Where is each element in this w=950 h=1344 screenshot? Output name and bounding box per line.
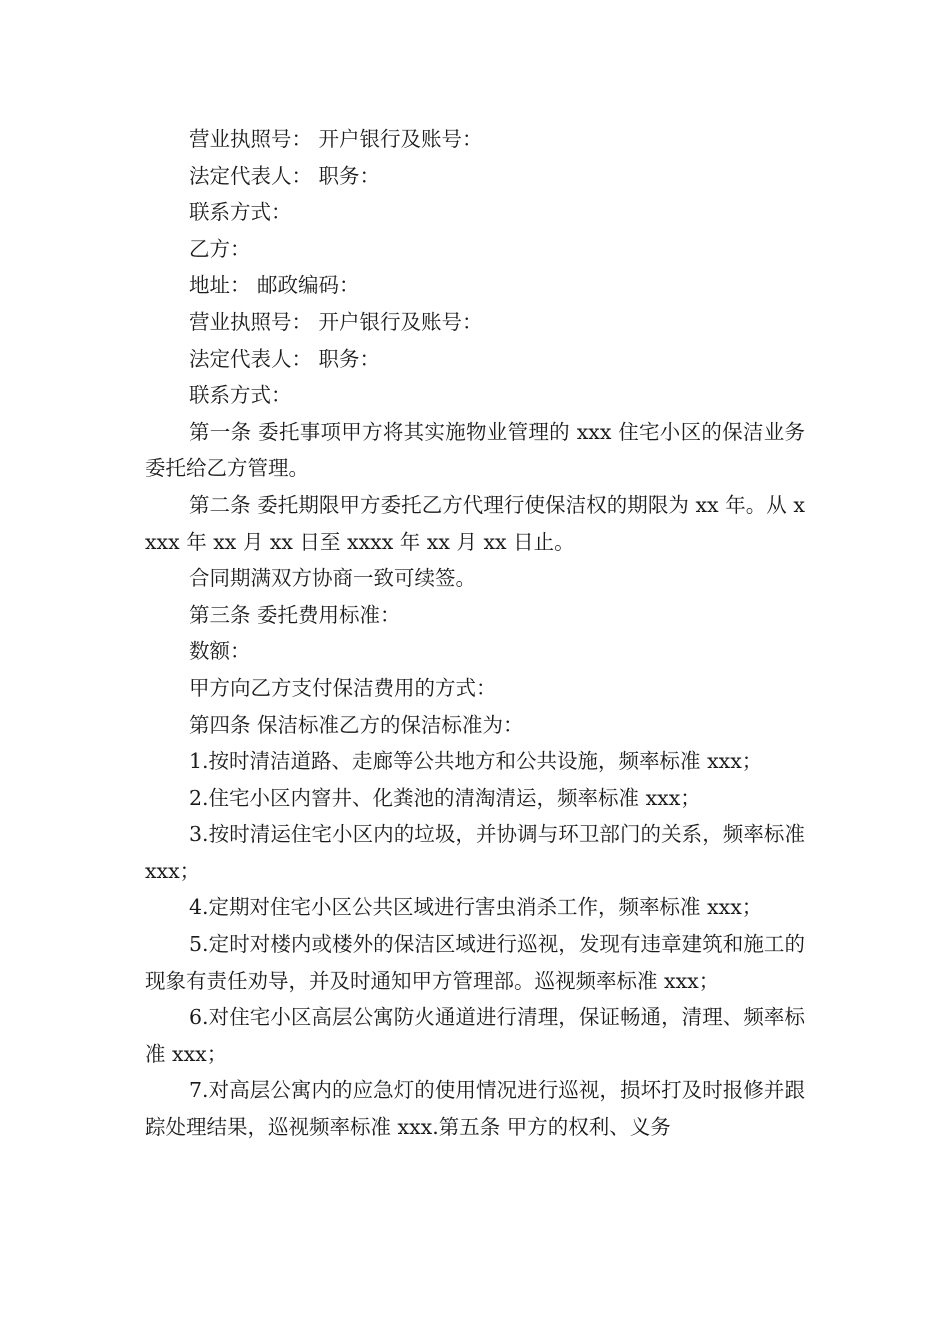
paragraph-5: 地址： 邮政编码： [189,273,360,298]
paragraph-1: 营业执照号： 开户银行及账号： [189,127,483,151]
paragraph-16: 1.按时清洁道路、走廊等公共地方和公共设施，频率标准 xxx； [189,749,763,774]
paragraph-22: 7.对高层公寓内的应急灯的使用情况进行巡视，损坏打及时报修并跟踪处理结果，巡视频率标准 xxx.第五条 甲方的权利、义务 [145,1078,805,1140]
paragraph-21: 6.对住宅小区高层公寓防火通道进行清理，保证畅通，清理、频率标准 xxx； [145,1005,805,1066]
document-body [145,121,805,1146]
paragraph-2: 法定代表人： 职务： [189,163,381,188]
paragraph-10: 第二条 委托期限甲方委托乙方代理行使保洁权的期限为 xx 年。从 xxxx 年 xx 月 xx 日至 xxxx 年 xx 月 xx 日止。 [145,492,805,554]
paragraph-6: 营业执照号： 开户银行及账号： [189,309,483,334]
paragraph-4: 乙方： [189,236,251,261]
paragraph-9: 第一条 委托事项甲方将其实施物业管理的 xxx 住宅小区的保洁业务委托给乙方管理。 [145,419,805,481]
paragraph-3: 联系方式： [189,200,292,225]
paragraph-20: 5.定时对楼内或楼外的保洁区域进行巡视，发现有违章建筑和施工的现象有责任劝导，并及时通知甲方管理部。巡视频率标准 xxx； [145,932,805,993]
paragraph-11: 合同期满双方协商一致可续签。 [189,566,476,591]
paragraph-8: 联系方式： [189,383,292,408]
paragraph-17: 2.住宅小区内窨井、化粪池的清淘清运，频率标准 xxx； [189,785,701,810]
paragraph-18: 3.按时清运住宅小区内的垃圾，并协调与环卫部门的关系，频率标准 xxx； [145,822,805,883]
paragraph-13: 数额： [189,639,251,664]
paragraph-15: 第四条 保洁标准乙方的保洁标准为： [189,712,524,737]
paragraph-19: 4.定期对住宅小区公共区域进行害虫消杀工作，频率标准 xxx； [189,895,763,920]
paragraph-12: 第三条 委托费用标准： [189,602,401,627]
paragraph-14: 甲方向乙方支付保洁费用的方式： [189,675,497,700]
paragraph-7: 法定代表人： 职务： [189,346,381,371]
